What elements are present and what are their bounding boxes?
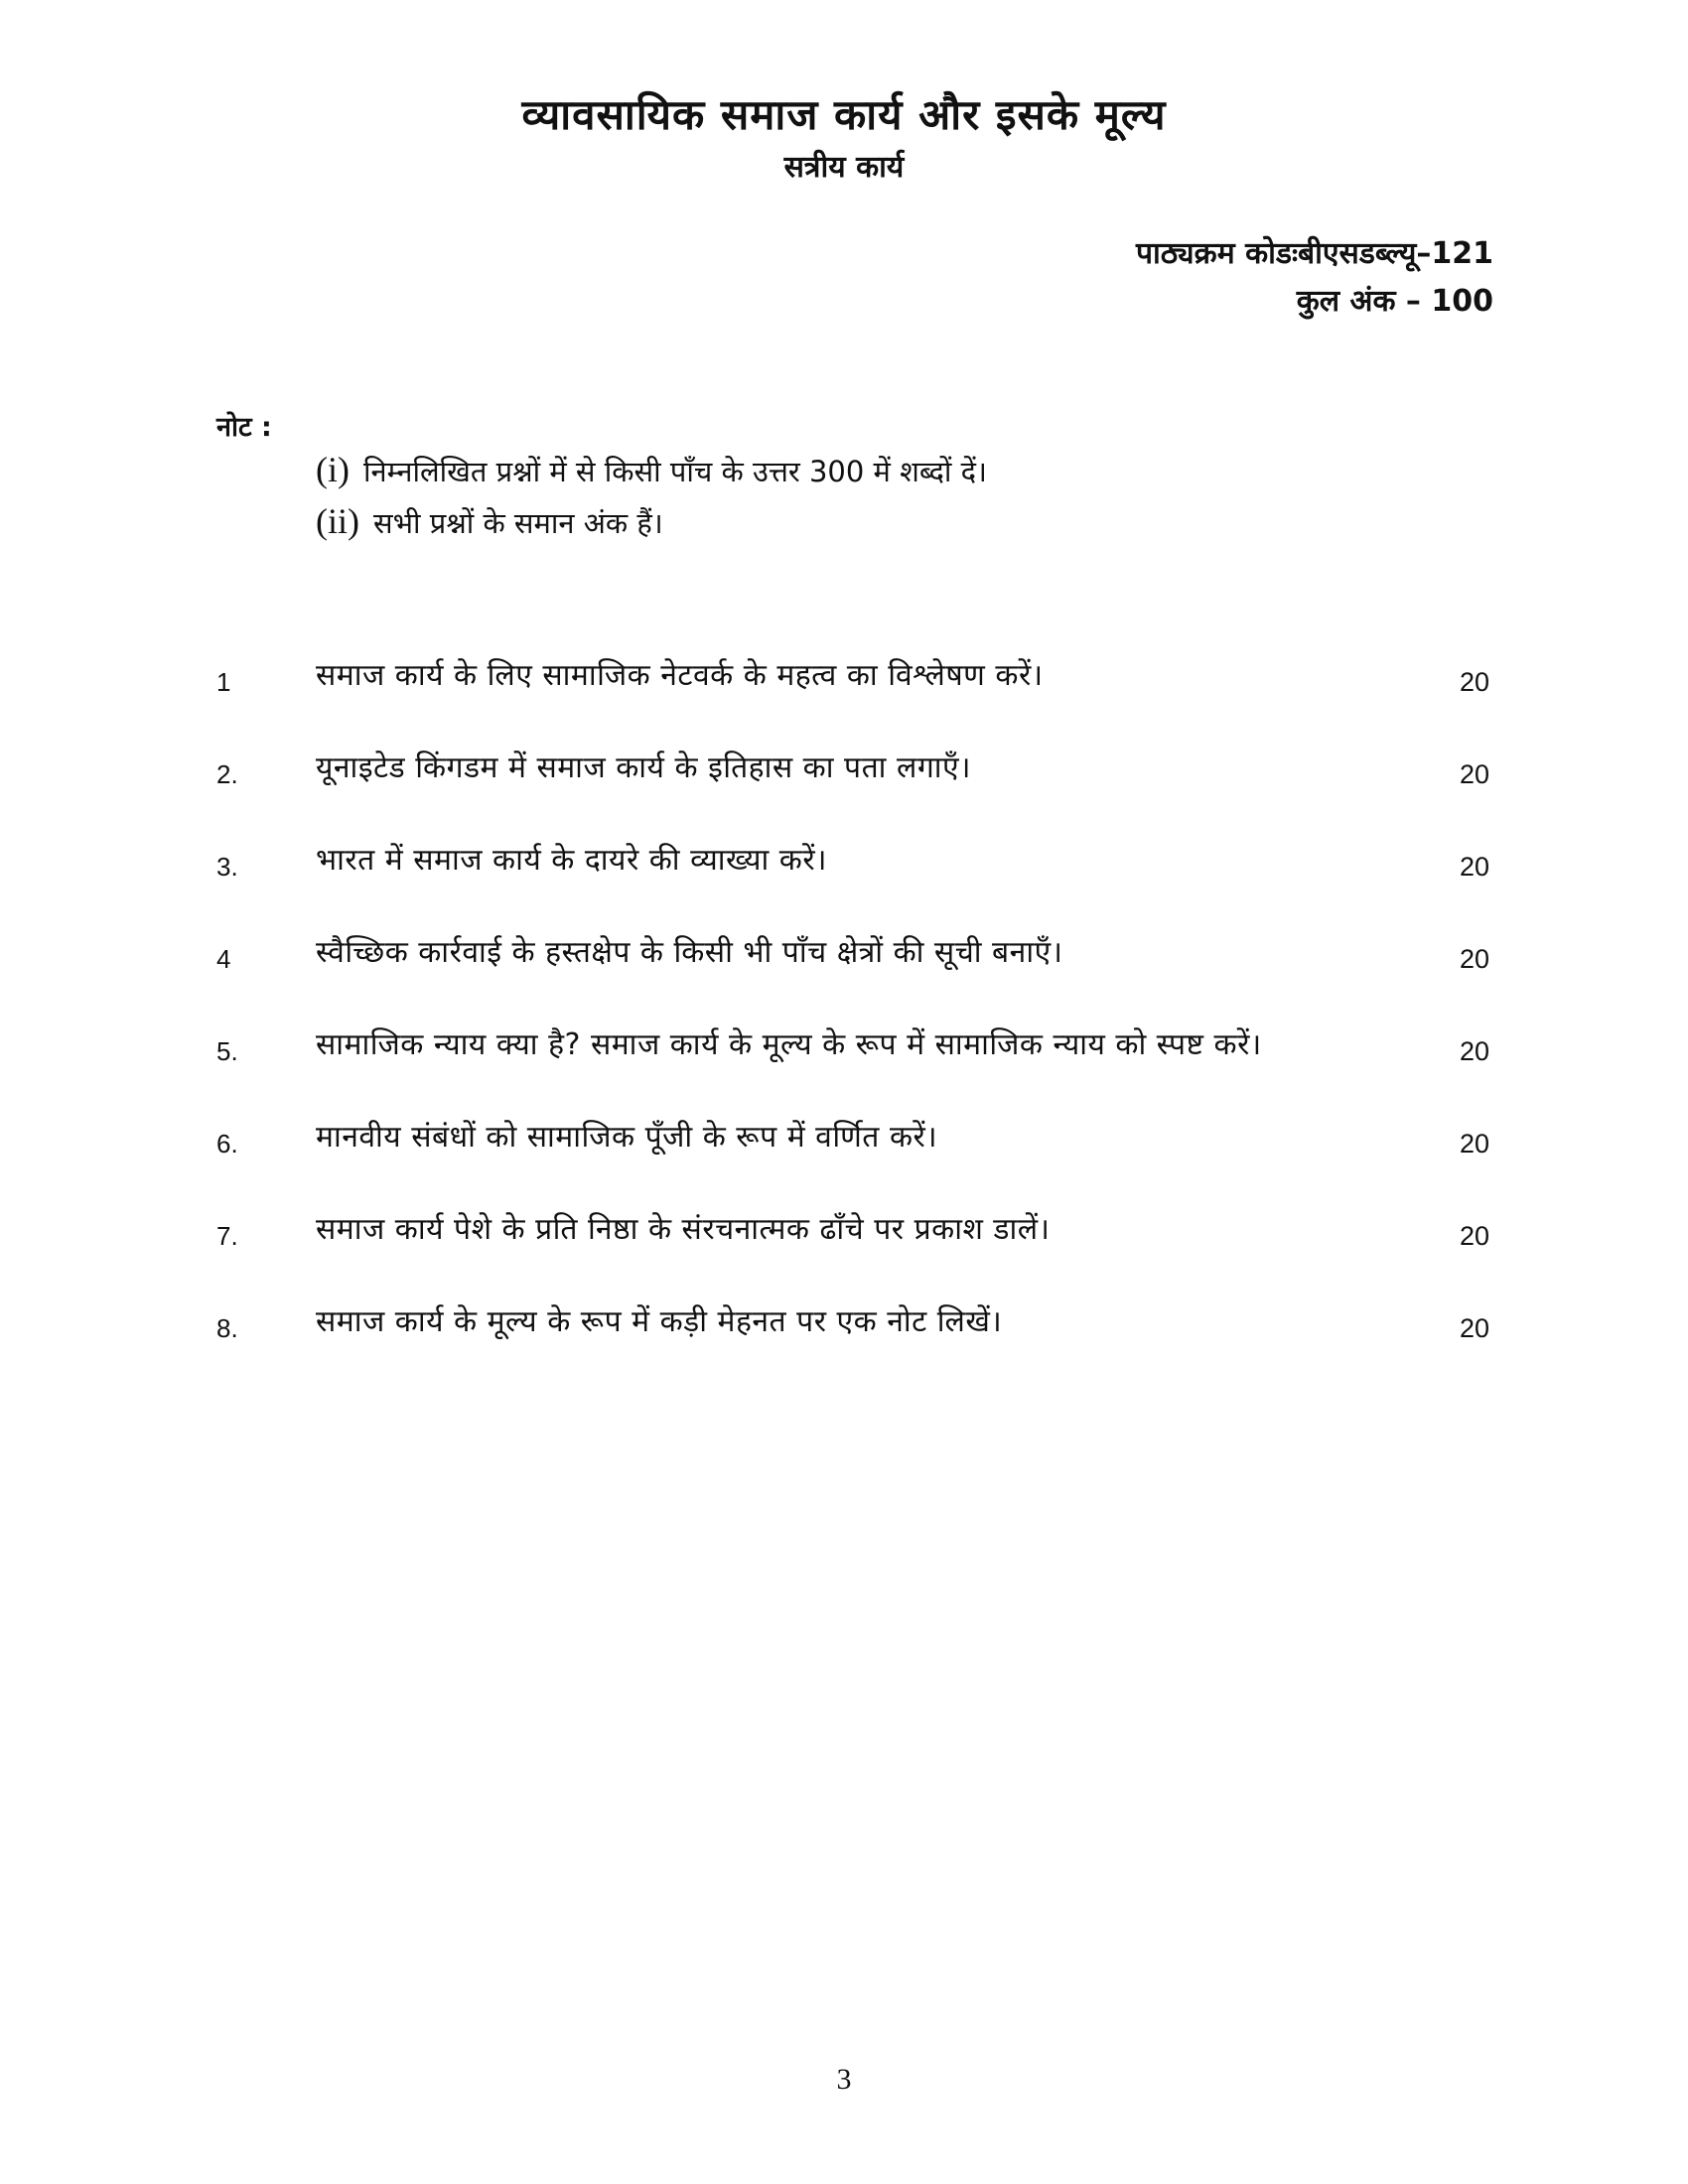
question-marks: 20: [1460, 1313, 1490, 1343]
question-number: 7.: [216, 1221, 238, 1251]
question-marks: 20: [1460, 1221, 1490, 1251]
question-text: यूनाइटेड किंगडम में समाज कार्य के इतिहास का पता लगाएँ।: [316, 751, 971, 785]
question-marks: 20: [1460, 667, 1490, 697]
question-text: स्वैच्छिक कार्रवाई के हस्तक्षेप के किसी भी पाँच क्षेत्रों की सूची बनाएँ।: [316, 935, 1063, 970]
note-item-text: सभी प्रश्नों के समान अंक हैं।: [372, 506, 663, 540]
question-row: [216, 1299, 1507, 1392]
question-text: भारत में समाज कार्य के दायरे की व्याख्या करें।: [316, 843, 827, 878]
question-row: [216, 1023, 1507, 1115]
question-text: समाज कार्य के मूल्य के रूप में कड़ी मेहनत पर एक नोट लिखें।: [316, 1304, 1003, 1339]
page-subtitle: सत्रीय कार्य: [783, 150, 905, 185]
question-marks: 20: [1460, 944, 1490, 974]
note-list: [316, 445, 987, 548]
question-list: [216, 653, 1507, 1392]
note-item: [316, 496, 987, 548]
question-number: 5.: [216, 1036, 238, 1066]
course-code: पाठ्यक्रम कोडःबीएसडब्ल्यू–121: [1136, 236, 1493, 271]
question-marks: 20: [1460, 759, 1490, 789]
question-number: 3.: [216, 852, 238, 882]
note-item-number: (i): [316, 450, 350, 489]
question-row: [216, 1207, 1507, 1299]
page-number: 3: [836, 2063, 852, 2096]
question-text: सामाजिक न्याय क्या है? समाज कार्य के मूल्य के रूप में सामाजिक न्याय को स्पष्ट करें।: [316, 1027, 1262, 1062]
note-item-text: निम्नलिखित प्रश्नों में से किसी पाँच के उत्तर 300 में शब्दों दें।: [362, 455, 987, 488]
note-item: [316, 445, 987, 496]
question-row: [216, 930, 1507, 1023]
question-row: [216, 746, 1507, 838]
page-title: व्यावसायिक समाज कार्य और इसके मूल्य: [521, 90, 1167, 139]
question-marks: 20: [1460, 1129, 1490, 1159]
total-marks: कुल अंक – 100: [1296, 284, 1493, 319]
question-number: 1: [216, 667, 231, 697]
question-row: [216, 838, 1507, 930]
question-row: [216, 1115, 1507, 1207]
question-number: 6.: [216, 1129, 238, 1159]
question-text: समाज कार्य के लिए सामाजिक नेटवर्क के महत्व का विश्लेषण करें।: [316, 658, 1044, 693]
question-row: [216, 653, 1507, 746]
question-number: 4: [216, 944, 231, 974]
question-number: 2.: [216, 759, 238, 789]
question-text: समाज कार्य पेशे के प्रति निष्ठा के संरचनात्मक ढाँचे पर प्रकाश डालें।: [316, 1212, 1051, 1247]
question-number: 8.: [216, 1313, 238, 1343]
question-text: मानवीय संबंधों को सामाजिक पूँजी के रूप में वर्णित करें।: [316, 1120, 938, 1155]
course-meta: [1136, 230, 1493, 326]
question-marks: 20: [1460, 852, 1490, 882]
question-marks: 20: [1460, 1036, 1490, 1066]
note-label: नोट :: [216, 412, 272, 443]
note-item-number: (ii): [316, 501, 359, 541]
